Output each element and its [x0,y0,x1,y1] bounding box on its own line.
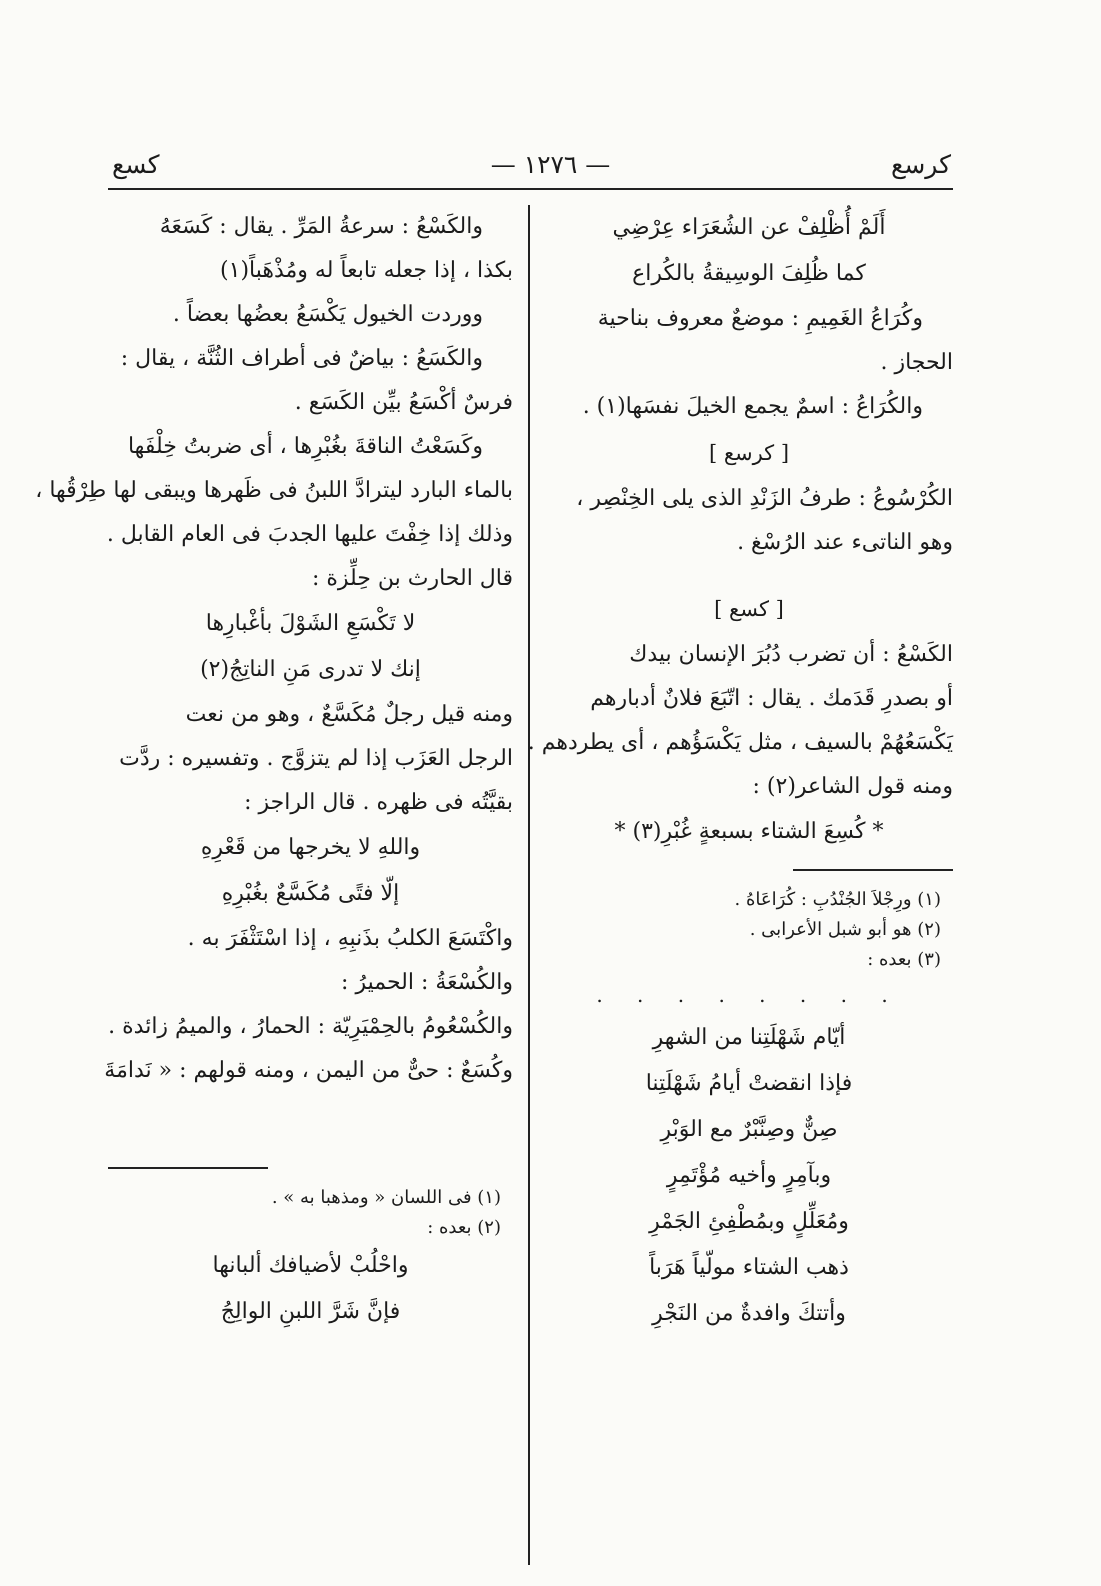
footnote: (٢) بعده : [427,1217,501,1238]
footnote-verse: فإذا انقضتْ أيامُ شَهْلَتِنا [645,1071,853,1096]
footnote-rule [108,1167,268,1169]
footnote-verse: فإنَّ شَرَّ اللبنِ الوالِجُ [220,1299,401,1324]
text-line: الرجل العَزَب إذا لم يتزوَّج . وتفسيره : ردَّت [119,746,513,771]
footnote-verse: ذهب الشتاء مولّياً هَرَباً [649,1255,849,1280]
text-line: الكُرْسُوعُ : طرفُ الزَنْدِ الذى يلى الخِنْصِر ، [576,486,953,511]
verse-line: كما ظُلِفَ الوسِيقةُ بالكُراع [632,261,866,286]
text-line: وهو الناتىء عند الرُسْغ . [737,530,953,555]
text-line: والكُرَاعُ : اسمٌ يجمع الخيلَ نفسَها(١) . [582,394,923,419]
header-rule [108,188,953,190]
text-line: بقيَّتُه فى ظهره . قال الراجز : [244,790,513,815]
entry-heading-krsa: [ كرسع ] [708,441,790,465]
right-column [527,205,953,1337]
text-line: فرسٌ أكْسَعُ بيِّن الكَسَع . [294,390,513,415]
verse-line: إنك لا تدرى مَنِ الناتِجُ(٢) [200,657,421,682]
text-line: والكُسْعُومُ بالحِمْيَرِيّة : الحمارُ ، والميمُ زائدة . [108,1014,513,1039]
verse-line: أَلَمْ أُظْلِفْ عن الشُعَرَاء عِرْضِي [612,215,886,240]
footnote: (٢) هو أبو شبل الأعرابى . [749,919,941,940]
text-line: الكَسْعُ : أن تضرب دُبُرَ الإنسان بيدك [629,642,953,667]
text-line: أو بصدرِ قَدَمك . يقال : اتّبَعَ فلانٌ أدبارهم [590,686,953,711]
text-line: واكْتَسَعَ الكلبُ بذَنبِهِ ، إذا اسْتَثْفَرَ به . [187,926,513,951]
entry-heading-ksa: [ كسع ] [714,597,784,621]
text-line: بالماء البارد ليترادَّ اللبنُ فى ظَهرها ويبقى لها طِرْقُها ، [35,478,513,503]
ellipsis-dots: . . . . . . . . [596,983,902,1007]
footnote: (٣) بعده : [867,949,941,970]
footnote: (١) فى اللسان « ومذهبا به » . [271,1187,501,1208]
footnote: (١) ورِجْلاَ الجُنْدُبِ : كُرَاعَاهُ . [734,889,941,910]
header-right-word: كرسع [891,150,951,179]
column-divider [528,205,530,1565]
page-number: — ١٢٧٦ — [490,150,611,179]
verse-line: لا تَكْسَعِ الشَوْلَ بأغْبارِها [205,611,416,636]
text-line: يَكْسَعُهُمْ بالسيف ، مثل يَكْسَؤُهم ، أى يطردهم . [527,730,953,755]
text-line: بكذا ، إذا جعله تابعاً له ومُذْهَباً(١) [220,258,513,283]
verse-line: إلّا فتًى مُكَسَّعٌ بغُبْرِهِ [221,881,400,906]
text-line: ومنه قول الشاعر(٢) : [752,774,953,799]
text-line: وذلك إذا خِفْتَ عليها الجدبَ فى العام القابل . [106,522,513,547]
text-line: والكَسْعُ : سرعةُ المَرِّ . يقال : كَسَعَهُ [159,214,483,239]
header-left-word: كسع [112,150,160,179]
verse-line: * كُسِعَ الشتاء بسبعةٍ غُبْرِ(٣) * [614,819,884,844]
footnote-verse: وبآمِرٍ وأخيه مُؤْتَمِرٍ [666,1163,832,1188]
text-line: وكَسَعْتُ الناقةَ بغُبْرِها ، أى ضربتُ خِلْفَها [127,434,483,459]
footnote-verse: أيّام شَهْلَتِنا من الشهرِ [652,1025,846,1050]
footnote-verse: صِنٌّ وصِنَّبْرٌ مع الوَبْرِ [660,1117,838,1142]
text-line: الحجاز . [880,350,953,375]
text-line: قال الحارث بن حِلِّزة : [311,566,513,591]
text-line: وكُسَعٌ : حىٌّ من اليمن ، ومنه قولهم : « نَدامَةَ [104,1058,513,1083]
footnote-rule [793,869,953,871]
footnote-verse: وأتتكَ وافدةٌ من النَجْرِ [652,1301,846,1326]
left-column [35,205,513,1335]
text-line: ووردت الخيول يَكْسَعُ بعضُها بعضاً . [172,302,483,327]
text-line: والكَسَعُ : بياضٌ فى أطراف الثُنَّة ، يقال : [120,346,483,371]
verse-line: واللهِ لا يخرجها من قَعْرِهِ [200,835,421,860]
text-line: وكُرَاعُ الغَمِيمِ : موضعٌ معروف بناحية [597,306,923,331]
text-line: والكُسْعَةُ : الحميرُ : [341,970,513,995]
footnote-verse: واحْلُبْ لأضيافك ألبانها [212,1253,409,1278]
text-line: ومنه قيل رجلٌ مُكَسَّعٌ ، وهو من نعت [185,702,513,727]
footnote-verse: ومُعَلِّلٍ وبمُطْفِئِ الجَمْرِ [649,1209,849,1234]
